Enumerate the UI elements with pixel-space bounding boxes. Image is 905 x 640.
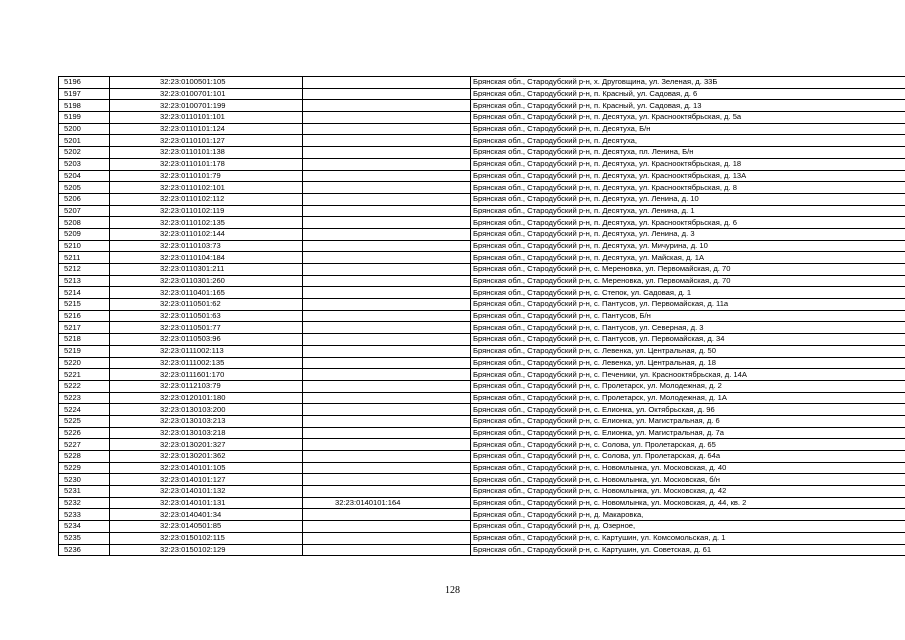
linked-cadastral-number-cell — [303, 532, 471, 544]
address-cell: Брянская обл., Стародубский р-н, с. Пантусов, ул. Северная, д. 3 — [471, 322, 905, 334]
linked-cadastral-number-cell — [303, 228, 471, 240]
linked-cadastral-number-cell — [303, 193, 471, 205]
row-number-cell: 5229 — [59, 462, 110, 474]
table-row — [59, 322, 905, 334]
table-row — [59, 357, 905, 369]
row-number-cell: 5215 — [59, 299, 110, 311]
row-number-cell: 5212 — [59, 264, 110, 276]
address-cell: Брянская обл., Стародубский р-н, п. Десятуха, ул. Краснооктябрьская, д. 6 — [471, 217, 905, 229]
cadastral-number-cell: 32:23:0100701:101 — [110, 88, 303, 100]
address-cell: Брянская обл., Стародубский р-н, п. Десятуха, пл. Ленина, Б/н — [471, 147, 905, 159]
row-number-cell: 5214 — [59, 287, 110, 299]
linked-cadastral-number-cell — [303, 135, 471, 147]
address-cell: Брянская обл., Стародубский р-н, с. Пролетарск, ул. Молодежная, д. 2 — [471, 380, 905, 392]
table-row — [59, 217, 905, 229]
cadastral-number-cell: 32:23:0110101:101 — [110, 112, 303, 124]
cadastral-number-cell: 32:23:0140101:105 — [110, 462, 303, 474]
linked-cadastral-number-cell — [303, 392, 471, 404]
linked-cadastral-number-cell — [303, 112, 471, 124]
row-number-cell: 5236 — [59, 544, 110, 556]
cadastral-number-cell: 32:23:0110301:260 — [110, 275, 303, 287]
address-cell: Брянская обл., Стародубский р-н, п. Красный, ул. Садовая, д. 6 — [471, 88, 905, 100]
row-number-cell: 5201 — [59, 135, 110, 147]
cadastral-number-cell: 32:23:0100701:199 — [110, 100, 303, 112]
table-row — [59, 287, 905, 299]
table-row — [59, 193, 905, 205]
table-row — [59, 310, 905, 322]
cadastral-number-cell: 32:23:0110104:184 — [110, 252, 303, 264]
linked-cadastral-number-cell — [303, 100, 471, 112]
row-number-cell: 5231 — [59, 486, 110, 498]
linked-cadastral-number-cell — [303, 439, 471, 451]
table-row — [59, 240, 905, 252]
linked-cadastral-number-cell — [303, 275, 471, 287]
cadastral-number-cell: 32:23:0110101:127 — [110, 135, 303, 147]
row-number-cell: 5199 — [59, 112, 110, 124]
row-number-cell: 5205 — [59, 182, 110, 194]
cadastral-number-cell: 32:23:0130103:218 — [110, 427, 303, 439]
linked-cadastral-number-cell — [303, 345, 471, 357]
linked-cadastral-number-cell — [303, 521, 471, 533]
table-row — [59, 521, 905, 533]
linked-cadastral-number-cell — [303, 264, 471, 276]
cadastral-number-cell: 32:23:0140101:132 — [110, 486, 303, 498]
row-number-cell: 5213 — [59, 275, 110, 287]
cadastral-number-cell: 32:23:0140501:85 — [110, 521, 303, 533]
address-cell: Брянская обл., Стародубский р-н, п. Десятуха, ул. Краснооктябрьская, д. 8 — [471, 182, 905, 194]
table-row — [59, 486, 905, 498]
address-cell: Брянская обл., Стародубский р-н, с. Печеники, ул. Краснооктябрьская, д. 14А — [471, 369, 905, 381]
address-cell: Брянская обл., Стародубский р-н, с. Елионка, ул. Октябрьская, д. 96 — [471, 404, 905, 416]
cadastral-number-cell: 32:23:0110501:77 — [110, 322, 303, 334]
linked-cadastral-number-cell — [303, 217, 471, 229]
table-row — [59, 427, 905, 439]
row-number-cell: 5204 — [59, 170, 110, 182]
row-number-cell: 5225 — [59, 415, 110, 427]
address-cell: Брянская обл., Стародубский р-н, с. Пантусов, Б/н — [471, 310, 905, 322]
address-cell: Брянская обл., Стародубский р-н, с. Новомлынка, ул. Московская, д. 42 — [471, 486, 905, 498]
linked-cadastral-number-cell — [303, 334, 471, 346]
table-row — [59, 474, 905, 486]
cadastral-number-cell: 32:23:0110101:124 — [110, 123, 303, 135]
cadastral-number-cell: 32:23:0140101:131 — [110, 497, 303, 509]
table-row — [59, 252, 905, 264]
address-cell: Брянская обл., Стародубский р-н, с. Новомлынка, ул. Московская, д. 44, кв. 2 — [471, 497, 905, 509]
table-row — [59, 228, 905, 240]
row-number-cell: 5209 — [59, 228, 110, 240]
linked-cadastral-number-cell — [303, 486, 471, 498]
cadastral-number-cell: 32:23:0110103:73 — [110, 240, 303, 252]
cadastral-number-cell: 32:23:0110101:178 — [110, 158, 303, 170]
address-cell: Брянская обл., Стародубский р-н, п. Десятуха, ул. Майская, д. 1А — [471, 252, 905, 264]
cadastral-number-cell: 32:23:0110503:96 — [110, 334, 303, 346]
table-row — [59, 334, 905, 346]
row-number-cell: 5220 — [59, 357, 110, 369]
address-cell: Брянская обл., Стародубский р-н, п. Десятуха, ул. Краснооктябрьская, д. 13А — [471, 170, 905, 182]
cadastral-number-cell: 32:23:0150102:129 — [110, 544, 303, 556]
cadastral-number-cell: 32:23:0110101:138 — [110, 147, 303, 159]
row-number-cell: 5234 — [59, 521, 110, 533]
linked-cadastral-number-cell — [303, 170, 471, 182]
address-cell: Брянская обл., Стародубский р-н, с. Мереновка, ул. Первомайская, д. 70 — [471, 275, 905, 287]
address-cell: Брянская обл., Стародубский р-н, п. Десятуха, ул. Краснооктябрьская, д. 5а — [471, 112, 905, 124]
cadastral-number-cell: 32:23:0110101:79 — [110, 170, 303, 182]
table-row — [59, 532, 905, 544]
cadastral-number-cell: 32:23:0110501:62 — [110, 299, 303, 311]
cadastral-number-cell: 32:23:0111002:135 — [110, 357, 303, 369]
row-number-cell: 5218 — [59, 334, 110, 346]
address-cell: Брянская обл., Стародубский р-н, с. Пролетарск, ул. Молодежная, д. 1А — [471, 392, 905, 404]
linked-cadastral-number-cell — [303, 123, 471, 135]
cadastral-number-cell: 32:23:0110102:101 — [110, 182, 303, 194]
linked-cadastral-number-cell — [303, 427, 471, 439]
linked-cadastral-number-cell — [303, 205, 471, 217]
cadastral-number-cell: 32:23:0110102:119 — [110, 205, 303, 217]
address-cell: Брянская обл., Стародубский р-н, с. Мереновка, ул. Первомайская, д. 70 — [471, 264, 905, 276]
row-number-cell: 5223 — [59, 392, 110, 404]
table-row — [59, 264, 905, 276]
table-row — [59, 380, 905, 392]
linked-cadastral-number-cell — [303, 369, 471, 381]
address-cell: Брянская обл., Стародубский р-н, с. Новомлынка, ул. Московская, д. 40 — [471, 462, 905, 474]
table-row — [59, 170, 905, 182]
linked-cadastral-number-cell — [303, 240, 471, 252]
cadastral-number-cell: 32:23:0110401:165 — [110, 287, 303, 299]
table-row — [59, 205, 905, 217]
table-row — [59, 100, 905, 112]
table-row — [59, 404, 905, 416]
row-number-cell: 5232 — [59, 497, 110, 509]
address-cell: Брянская обл., Стародубский р-н, х. Друговщина, ул. Зеленая, д. 33Б — [471, 77, 905, 89]
linked-cadastral-number-cell — [303, 252, 471, 264]
cadastral-number-cell: 32:23:0110102:112 — [110, 193, 303, 205]
table-row — [59, 439, 905, 451]
table-row — [59, 123, 905, 135]
linked-cadastral-number-cell: 32:23:0140101:164 — [303, 497, 471, 509]
table-row — [59, 509, 905, 521]
address-cell: Брянская обл., Стародубский р-н, п. Красный, ул. Садовая, д. 13 — [471, 100, 905, 112]
row-number-cell: 5219 — [59, 345, 110, 357]
row-number-cell: 5211 — [59, 252, 110, 264]
address-cell: Брянская обл., Стародубский р-н, с. Левенка, ул. Центральная, д. 50 — [471, 345, 905, 357]
cadastral-number-cell: 32:23:0130103:200 — [110, 404, 303, 416]
cadastral-number-cell: 32:23:0111002:113 — [110, 345, 303, 357]
address-cell: Брянская обл., Стародубский р-н, п. Десятуха, ул. Ленина, д. 1 — [471, 205, 905, 217]
table-row — [59, 415, 905, 427]
linked-cadastral-number-cell — [303, 451, 471, 463]
row-number-cell: 5197 — [59, 88, 110, 100]
linked-cadastral-number-cell — [303, 380, 471, 392]
address-cell: Брянская обл., Стародубский р-н, п. Десятуха, — [471, 135, 905, 147]
address-cell: Брянская обл., Стародубский р-н, с. Елионка, ул. Магистральная, д. 7а — [471, 427, 905, 439]
address-cell: Брянская обл., Стародубский р-н, с. Левенка, ул. Центральная, д. 18 — [471, 357, 905, 369]
table-row — [59, 369, 905, 381]
address-cell: Брянская обл., Стародубский р-н, с. Елионка, ул. Магистральная, д. 6 — [471, 415, 905, 427]
cadastral-number-cell: 32:23:0120101:180 — [110, 392, 303, 404]
table-row — [59, 147, 905, 159]
linked-cadastral-number-cell — [303, 509, 471, 521]
row-number-cell: 5200 — [59, 123, 110, 135]
row-number-cell: 5217 — [59, 322, 110, 334]
cadastral-number-cell: 32:23:0150102:115 — [110, 532, 303, 544]
cadastral-number-cell: 32:23:0110501:63 — [110, 310, 303, 322]
table-row — [59, 462, 905, 474]
linked-cadastral-number-cell — [303, 404, 471, 416]
row-number-cell: 5233 — [59, 509, 110, 521]
cadastral-number-cell: 32:23:0130103:213 — [110, 415, 303, 427]
linked-cadastral-number-cell — [303, 299, 471, 311]
row-number-cell: 5227 — [59, 439, 110, 451]
address-cell: Брянская обл., Стародубский р-н, п. Десятуха, ул. Ленина, д. 10 — [471, 193, 905, 205]
table-row — [59, 544, 905, 556]
address-cell: Брянская обл., Стародубский р-н, д. Макаровка, — [471, 509, 905, 521]
row-number-cell: 5210 — [59, 240, 110, 252]
row-number-cell: 5202 — [59, 147, 110, 159]
linked-cadastral-number-cell — [303, 544, 471, 556]
property-register-table — [58, 76, 836, 556]
cadastral-number-cell: 32:23:0130201:362 — [110, 451, 303, 463]
cadastral-number-cell: 32:23:0110102:144 — [110, 228, 303, 240]
linked-cadastral-number-cell — [303, 310, 471, 322]
cadastral-number-cell: 32:23:0110102:135 — [110, 217, 303, 229]
linked-cadastral-number-cell — [303, 147, 471, 159]
table-row — [59, 451, 905, 463]
cadastral-number-cell: 32:23:0140401:34 — [110, 509, 303, 521]
linked-cadastral-number-cell — [303, 88, 471, 100]
table-row — [59, 392, 905, 404]
address-cell: Брянская обл., Стародубский р-н, п. Десятуха, ул. Краснооктябрьская, д. 18 — [471, 158, 905, 170]
row-number-cell: 5207 — [59, 205, 110, 217]
linked-cadastral-number-cell — [303, 287, 471, 299]
address-cell: Брянская обл., Стародубский р-н, с. Солова, ул. Пролетарская, д. 64а — [471, 451, 905, 463]
row-number-cell: 5196 — [59, 77, 110, 89]
row-number-cell: 5206 — [59, 193, 110, 205]
table-row — [59, 88, 905, 100]
linked-cadastral-number-cell — [303, 357, 471, 369]
table-body — [59, 77, 905, 556]
row-number-cell: 5230 — [59, 474, 110, 486]
linked-cadastral-number-cell — [303, 182, 471, 194]
row-number-cell: 5235 — [59, 532, 110, 544]
cadastral-number-cell: 32:23:0100501:105 — [110, 77, 303, 89]
linked-cadastral-number-cell — [303, 474, 471, 486]
row-number-cell: 5203 — [59, 158, 110, 170]
linked-cadastral-number-cell — [303, 462, 471, 474]
linked-cadastral-number-cell — [303, 322, 471, 334]
row-number-cell: 5216 — [59, 310, 110, 322]
address-cell: Брянская обл., Стародубский р-н, с. Картушин, ул. Советская, д. 61 — [471, 544, 905, 556]
table-row — [59, 182, 905, 194]
address-cell: Брянская обл., Стародубский р-н, с. Картушин, ул. Комсомольская, д. 1 — [471, 532, 905, 544]
table-row — [59, 497, 905, 509]
table-row — [59, 299, 905, 311]
cadastral-number-cell: 32:23:0110301:211 — [110, 264, 303, 276]
cadastral-number-cell: 32:23:0111601:170 — [110, 369, 303, 381]
address-cell: Брянская обл., Стародубский р-н, п. Десятуха, Б/н — [471, 123, 905, 135]
address-cell: Брянская обл., Стародубский р-н, с. Солова, ул. Пролетарская, д. 65 — [471, 439, 905, 451]
row-number-cell: 5226 — [59, 427, 110, 439]
cadastral-number-cell: 32:23:0140101:127 — [110, 474, 303, 486]
row-number-cell: 5208 — [59, 217, 110, 229]
linked-cadastral-number-cell — [303, 158, 471, 170]
address-cell: Брянская обл., Стародубский р-н, с. Пантусов, ул. Первомайская, д. 34 — [471, 334, 905, 346]
linked-cadastral-number-cell — [303, 77, 471, 89]
row-number-cell: 5222 — [59, 380, 110, 392]
address-cell: Брянская обл., Стародубский р-н, с. Пантусов, ул. Первомайская, д. 11а — [471, 299, 905, 311]
table-row — [59, 275, 905, 287]
row-number-cell: 5221 — [59, 369, 110, 381]
cadastral-number-cell: 32:23:0112103:79 — [110, 380, 303, 392]
table-row — [59, 135, 905, 147]
address-cell: Брянская обл., Стародубский р-н, с. Новомлынка, ул. Московская, б/н — [471, 474, 905, 486]
table-row — [59, 112, 905, 124]
cadastral-number-cell: 32:23:0130201:327 — [110, 439, 303, 451]
table-row — [59, 77, 905, 89]
table-row — [59, 158, 905, 170]
row-number-cell: 5224 — [59, 404, 110, 416]
address-cell: Брянская обл., Стародубский р-н, п. Десятуха, ул. Ленина, д. 3 — [471, 228, 905, 240]
address-cell: Брянская обл., Стародубский р-н, с. Степок, ул. Садовая, д. 1 — [471, 287, 905, 299]
address-cell: Брянская обл., Стародубский р-н, д. Озерное, — [471, 521, 905, 533]
page-number: 128 — [445, 585, 460, 596]
table-row — [59, 345, 905, 357]
row-number-cell: 5198 — [59, 100, 110, 112]
address-cell: Брянская обл., Стародубский р-н, п. Десятуха, ул. Мичурина, д. 10 — [471, 240, 905, 252]
linked-cadastral-number-cell — [303, 415, 471, 427]
row-number-cell: 5228 — [59, 451, 110, 463]
